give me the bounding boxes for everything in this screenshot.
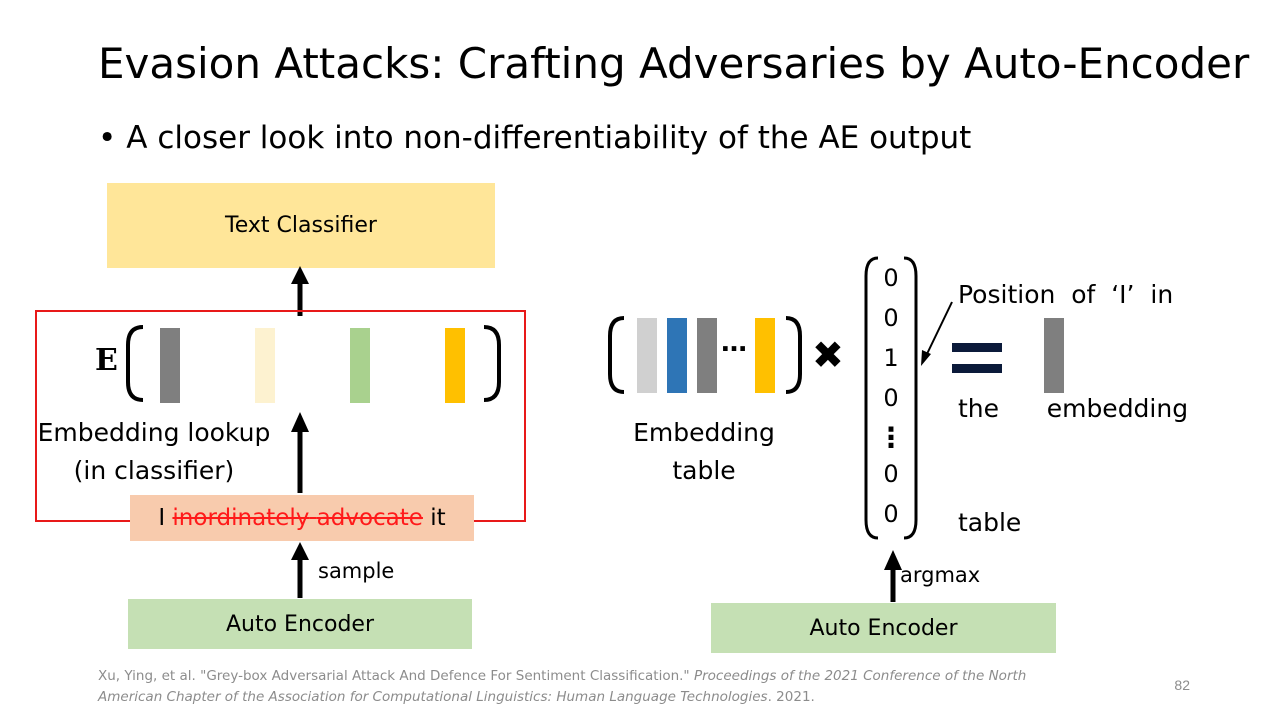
citation-year: . 2021.: [767, 689, 815, 705]
onehot-value-3: 1: [883, 344, 899, 372]
sample-label: sample: [318, 559, 395, 583]
slide-title: Evasion Attacks: Crafting Adversaries by Auto-Encoder: [98, 39, 1250, 88]
table-left-bracket: [610, 318, 624, 392]
table-ellipsis: …: [721, 328, 747, 358]
bullet-text: A closer look into non-differentiability of the AE output: [126, 120, 972, 156]
onehot-vertical-ellipsis: ⋮: [877, 421, 905, 454]
auto-encoder-left-label: Auto Encoder: [225, 611, 375, 637]
embedding-symbol: E: [95, 343, 118, 378]
auto-encoder-right-box: [711, 603, 1056, 653]
table-vector-3: [697, 318, 717, 393]
sentence-word-4: it: [430, 505, 446, 531]
embedding-lookup-line2: (in classifier): [73, 456, 235, 485]
onehot-value-2: 0: [883, 304, 899, 332]
times-symbol: ✖: [812, 333, 844, 377]
auto-encoder-right-label: Auto Encoder: [809, 615, 958, 641]
embedding-table-line2: table: [672, 456, 736, 485]
onehot-value-5: 0: [883, 460, 899, 488]
position-note: [958, 200, 1188, 580]
position-note-line2: the embedding: [958, 394, 1189, 423]
citation-plain: Xu, Ying, et al. "Grey-box Adversarial Attack And Defence For Sentiment Classification.": [98, 668, 694, 684]
embedding-table-label: [606, 414, 802, 490]
sentence-word-1: I: [158, 505, 166, 531]
position-note-line1: Position of ‘I’ in: [958, 280, 1174, 309]
table-vector-1: [637, 318, 657, 393]
table-right-bracket: [786, 318, 800, 392]
position-note-line3: table: [958, 508, 1022, 537]
citation-venue: Proceedings of the 2021 Conference of the North American Chapter of the Association for Computational Linguistics: Human Language Technologies: [98, 668, 1027, 705]
onehot-value-4: 0: [883, 384, 899, 412]
table-vector-2: [667, 318, 687, 393]
citation: [98, 666, 1028, 708]
onehot-value-6: 0: [883, 500, 899, 528]
sentence-word-2: inordinately: [172, 505, 310, 531]
text-classifier-label: Text Classifier: [225, 213, 377, 238]
argmax-label: argmax: [900, 563, 981, 587]
table-vector-4: [755, 318, 775, 393]
embedding-table-line1: Embedding: [633, 418, 775, 447]
sentence-word-3: advocate: [316, 505, 423, 531]
embedding-lookup-line1: Embedding lookup: [37, 418, 271, 447]
page-number: 82: [1174, 677, 1190, 693]
bullet-dot: •: [98, 120, 117, 156]
onehot-value-1: 0: [883, 264, 899, 292]
